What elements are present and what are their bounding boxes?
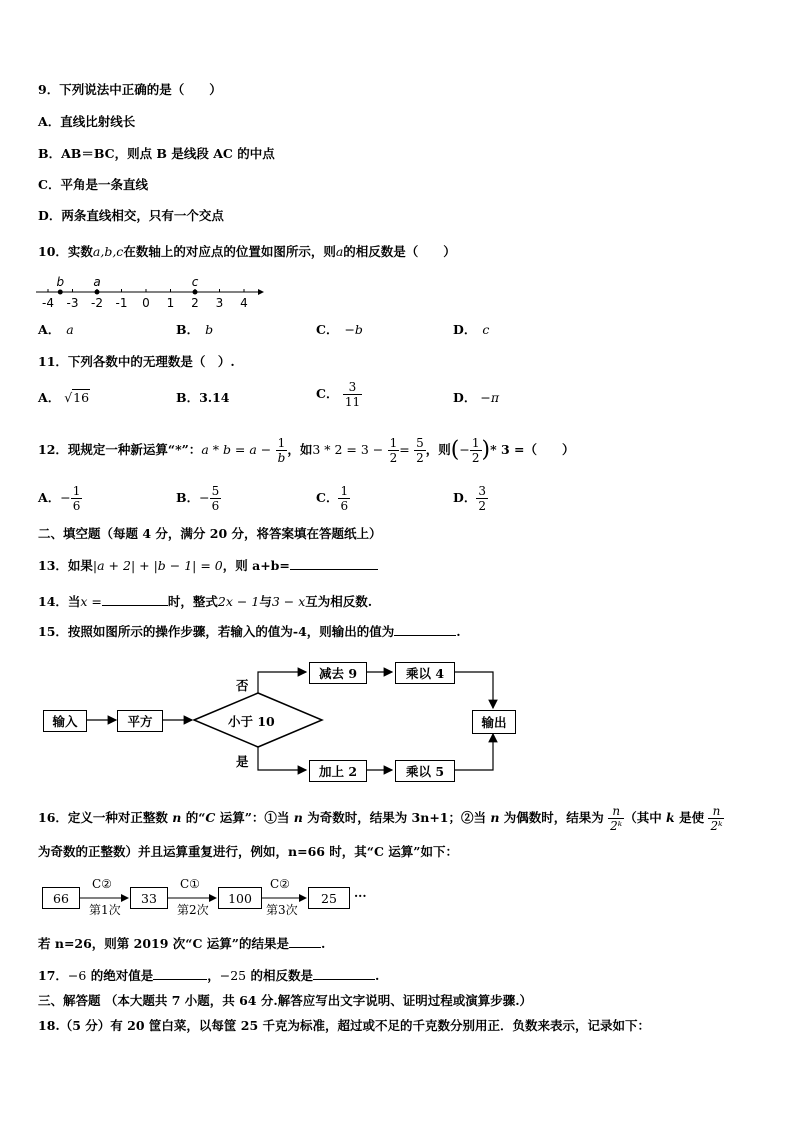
q12-option-c bbox=[316, 484, 350, 513]
q12-option-b-sign: − bbox=[199, 490, 210, 505]
q16-fraction bbox=[608, 804, 624, 833]
q15-answer-blank[interactable] bbox=[394, 635, 456, 636]
q11-option-c-fraction bbox=[343, 380, 362, 409]
q11-option-a-label: A． bbox=[38, 390, 61, 405]
flow-square-box: 平方 bbox=[117, 710, 163, 732]
flow-input-box: 输入 bbox=[43, 710, 87, 732]
number-line-point-b bbox=[58, 290, 63, 295]
q10-option-a-label: A． bbox=[38, 322, 61, 337]
number-line-arrow-icon bbox=[258, 289, 264, 295]
q10-option-d-value: c bbox=[482, 322, 490, 337]
fraction-numerator: 5 bbox=[416, 436, 424, 450]
fraction-denominator: 2 bbox=[416, 451, 424, 465]
q12-expr1: a * b = a − bbox=[201, 442, 272, 457]
q10-stem-post: 的相反数是（ ） bbox=[343, 244, 456, 259]
flow-yes-label: 是 bbox=[236, 754, 249, 769]
number-line-tick-label: -3 bbox=[66, 296, 79, 310]
q17-blank-2[interactable] bbox=[313, 979, 375, 980]
q10-option-a bbox=[38, 322, 74, 338]
flow-condition: 小于 10 bbox=[228, 714, 275, 729]
fraction-denominator: 2ᵏ bbox=[610, 819, 623, 833]
number-line-tick-label: 4 bbox=[240, 296, 248, 310]
q15-stem bbox=[38, 624, 461, 640]
sqrt-symbol: √ bbox=[64, 390, 73, 405]
right-paren: ) bbox=[481, 437, 491, 463]
q10-option-b-value: b bbox=[205, 322, 214, 337]
q12-frac1 bbox=[276, 436, 288, 465]
q16-n2: n bbox=[293, 810, 303, 825]
q16-post: （其中 bbox=[624, 810, 667, 825]
q17-b: −25 bbox=[219, 968, 247, 983]
chain-step-1: 第1次 bbox=[89, 903, 121, 917]
q12-option-a-sign: − bbox=[60, 490, 71, 505]
q10-option-c-label: C． bbox=[316, 322, 339, 337]
section-2-heading: 二、填空题（每题 4 分，满分 20 分，将答案填在答题纸上） bbox=[38, 526, 382, 541]
number-line bbox=[36, 272, 266, 316]
fraction-denominator: 2 bbox=[471, 451, 480, 465]
fraction-numerator: 1 bbox=[389, 436, 398, 450]
q16-n: n bbox=[172, 810, 182, 825]
number-line-tick-label: 2 bbox=[191, 296, 199, 310]
q13 bbox=[38, 558, 378, 574]
q16-line1 bbox=[38, 800, 724, 836]
q11-stem: 11．下列各数中的无理数是（ ）. bbox=[38, 354, 235, 369]
q12-option-d bbox=[453, 484, 488, 513]
fraction-denominator: b bbox=[277, 451, 286, 465]
q11-option-a-value: 16 bbox=[73, 390, 90, 405]
fraction-denominator: 2 bbox=[478, 499, 486, 513]
number-line-point-label-c: c bbox=[191, 275, 199, 289]
q17-comma: ， bbox=[207, 968, 220, 983]
q12-equals: = bbox=[399, 442, 410, 457]
number-line-point-label-b: b bbox=[56, 275, 65, 289]
q17-mid2: 的相反数是 bbox=[246, 968, 313, 983]
fraction-numerator: 1 bbox=[340, 484, 349, 498]
q16-fraction2 bbox=[708, 804, 724, 833]
number-line-tick-label: -2 bbox=[91, 296, 103, 310]
fraction-numerator: 3 bbox=[343, 380, 362, 395]
q14-answer-blank[interactable] bbox=[102, 605, 168, 606]
flow-output-box: 输出 bbox=[472, 710, 516, 734]
fraction-numerator: n bbox=[608, 804, 624, 819]
q12-mid: ，如 bbox=[287, 442, 313, 457]
q12-option-c-label: C． bbox=[316, 490, 339, 505]
q16-line3 bbox=[38, 936, 325, 952]
q16-mid4: 为偶数时，结果为 bbox=[499, 810, 604, 825]
fraction-denominator: 6 bbox=[211, 499, 220, 513]
q11-option-a bbox=[38, 390, 90, 406]
fraction-denominator: 2 bbox=[389, 451, 398, 465]
q12-option-c-fraction bbox=[338, 484, 350, 513]
fraction-denominator: 2ᵏ bbox=[710, 819, 723, 833]
q12-option-b-label: B． bbox=[176, 490, 200, 505]
q14-post: 互为相反数. bbox=[305, 594, 373, 609]
number-line-point-a bbox=[95, 290, 100, 295]
q9-option-b: B．AB＝BC，则点 B 是线段 AC 的中点 bbox=[38, 146, 275, 161]
q16-mid: 的“ bbox=[181, 810, 206, 825]
chain-value-4: 25 bbox=[308, 887, 350, 909]
q13-post: ，则 a+b= bbox=[222, 558, 290, 573]
q16-mid3: 为奇数时，结果为 3n+1；②当 bbox=[302, 810, 491, 825]
q14-pre: 14．当 bbox=[38, 594, 81, 609]
q12-frac3 bbox=[414, 436, 426, 465]
chain-step-3: 第3次 bbox=[266, 903, 298, 917]
minus-sign: − bbox=[459, 442, 470, 457]
number-line-tick-label: 0 bbox=[142, 296, 150, 310]
q14-expr1: 2x − 1 bbox=[217, 594, 260, 609]
q15-stem-text: 15．按照如图所示的操作步骤，若输入的值为-4，则输出的值为 bbox=[38, 624, 395, 639]
fraction-numerator: n bbox=[708, 804, 724, 819]
q13-answer-blank[interactable] bbox=[290, 569, 378, 570]
q16-answer-blank[interactable] bbox=[289, 947, 321, 948]
q16-k: k bbox=[666, 810, 675, 825]
chain-op-3: C② bbox=[270, 877, 290, 891]
chain-op-2: C① bbox=[180, 877, 200, 891]
fraction-numerator: 5 bbox=[211, 484, 220, 498]
q12-option-b bbox=[176, 484, 221, 513]
q17-blank-1[interactable] bbox=[153, 979, 207, 980]
q13-pre: 13．如果 bbox=[38, 558, 93, 573]
q12-option-d-fraction bbox=[476, 484, 488, 513]
chain-step-2: 第2次 bbox=[177, 903, 209, 917]
q10-option-b-label: B． bbox=[176, 322, 200, 337]
q17-pre: 17． bbox=[38, 968, 68, 983]
q14-x: x = bbox=[80, 594, 102, 609]
q10-option-d-label: D． bbox=[453, 322, 477, 337]
q11-option-d-value: −π bbox=[480, 390, 500, 405]
chain-op-1: C② bbox=[92, 877, 112, 891]
number-line-point-c bbox=[193, 290, 198, 295]
q12-then: ，则 bbox=[425, 442, 451, 457]
q10-stem-mid: 在数轴上的对应点的位置如图所示，则 bbox=[123, 244, 336, 259]
flow-add2-box: 加上 2 bbox=[309, 760, 367, 782]
q16-line3-text: 若 n=26，则第 2019 次“C 运算”的结果是 bbox=[38, 936, 289, 951]
q16-n3: n bbox=[490, 810, 500, 825]
flow-subtract9-box: 减去 9 bbox=[309, 662, 367, 684]
q10-option-a-value: a bbox=[66, 322, 74, 337]
chain-value-3: 100 bbox=[218, 887, 262, 909]
chain-ellipsis: ··· bbox=[354, 889, 367, 903]
number-line-point-label-a: a bbox=[93, 275, 101, 289]
number-line-tick-label: -4 bbox=[42, 296, 54, 310]
q12-option-b-fraction bbox=[210, 484, 222, 513]
q10-option-c-value: −b bbox=[344, 322, 363, 337]
q15-end: . bbox=[456, 624, 461, 639]
q12-option-d-label: D． bbox=[453, 490, 477, 505]
q14-expr2: 3 − x bbox=[271, 594, 306, 609]
fraction-denominator: 6 bbox=[72, 499, 81, 513]
q12-stem bbox=[38, 432, 575, 469]
q16-post2: 是使 bbox=[674, 810, 705, 825]
fraction-denominator: 6 bbox=[340, 499, 349, 513]
section-3-heading: 三、解答题 （本大题共 7 小题，共 64 分.解答应写出文字说明、证明过程或演算步骤.） bbox=[38, 993, 533, 1008]
q10-option-b bbox=[176, 322, 213, 338]
q9-option-d: D．两条直线相交，只有一个交点 bbox=[38, 208, 224, 223]
q9-stem: 9．下列说法中正确的是（ ） bbox=[38, 82, 222, 97]
q16-mid2: 运算”：①当 bbox=[215, 810, 294, 825]
q16-line3-end: . bbox=[320, 936, 326, 951]
fraction-numerator: 1 bbox=[276, 436, 288, 451]
left-paren: ( bbox=[450, 437, 460, 463]
q12-tail: * 3 =（ ） bbox=[490, 442, 575, 457]
q16-line2: 为奇数的正整数）并且运算重复进行，例如，n=66 时，其“C 运算”如下： bbox=[38, 844, 458, 859]
q17-end: . bbox=[374, 968, 380, 983]
q10-stem bbox=[38, 244, 456, 260]
q14 bbox=[38, 594, 372, 610]
q10-vars: a,b,c bbox=[92, 244, 124, 259]
q11-option-b: B．3.14 bbox=[176, 390, 230, 405]
flow-multiply4-box: 乘以 4 bbox=[395, 662, 455, 684]
fraction-numerator: 1 bbox=[471, 436, 480, 450]
q17-mid: 的绝对值是 bbox=[86, 968, 154, 983]
q12-option-a-fraction bbox=[71, 484, 83, 513]
q16-c: C bbox=[205, 810, 216, 825]
q10-option-d bbox=[453, 322, 489, 338]
number-line-tick-label: -1 bbox=[115, 296, 128, 310]
q13-expr: |a + 2| + |b − 1| = 0 bbox=[92, 558, 223, 573]
q12-option-a-label: A． bbox=[38, 490, 61, 505]
q12-expr2: 3 * 2 = 3 − bbox=[312, 442, 384, 457]
q11-option-c-label: C． bbox=[316, 386, 339, 401]
q14-mid: 时，整式 bbox=[167, 594, 218, 609]
q12-stem-pre: 12．现规定一种新运算“*”： bbox=[38, 442, 202, 457]
q12-frac2 bbox=[388, 436, 400, 465]
q17-a: −6 bbox=[67, 968, 87, 983]
q14-and: 与 bbox=[259, 594, 272, 609]
chain-value-1: 66 bbox=[42, 887, 80, 909]
flow-multiply5-box: 乘以 5 bbox=[395, 760, 455, 782]
q12-frac4 bbox=[470, 436, 482, 465]
q11-option-d bbox=[453, 390, 499, 406]
fraction-numerator: 3 bbox=[478, 484, 486, 498]
q17 bbox=[38, 968, 379, 984]
q11-option-d-label: D． bbox=[453, 390, 477, 405]
q10-stem-pre: 10．实数 bbox=[38, 244, 93, 259]
q9-option-a: A．直线比射线长 bbox=[38, 114, 136, 129]
number-line-tick-label: 3 bbox=[215, 296, 224, 310]
q10-var-a: a bbox=[335, 244, 344, 259]
flow-no-label: 否 bbox=[236, 678, 249, 693]
q9-option-c: C．平角是一条直线 bbox=[38, 177, 148, 192]
q11-option-c bbox=[316, 380, 362, 409]
fraction-denominator: 11 bbox=[344, 395, 361, 409]
number-line-tick-label: 1 bbox=[166, 296, 175, 310]
q12-option-a bbox=[38, 484, 82, 513]
chain-value-2: 33 bbox=[130, 887, 168, 909]
q16-pre: 16．定义一种对正整数 bbox=[38, 810, 173, 825]
q10-option-c bbox=[316, 322, 363, 338]
fraction-numerator: 1 bbox=[72, 484, 81, 498]
q18-stem: 18.（5 分）有 20 筐白菜，以每筐 25 千克为标准，超过或不足的千克数分别用正．负数来表示，记录如下： bbox=[38, 1018, 650, 1033]
